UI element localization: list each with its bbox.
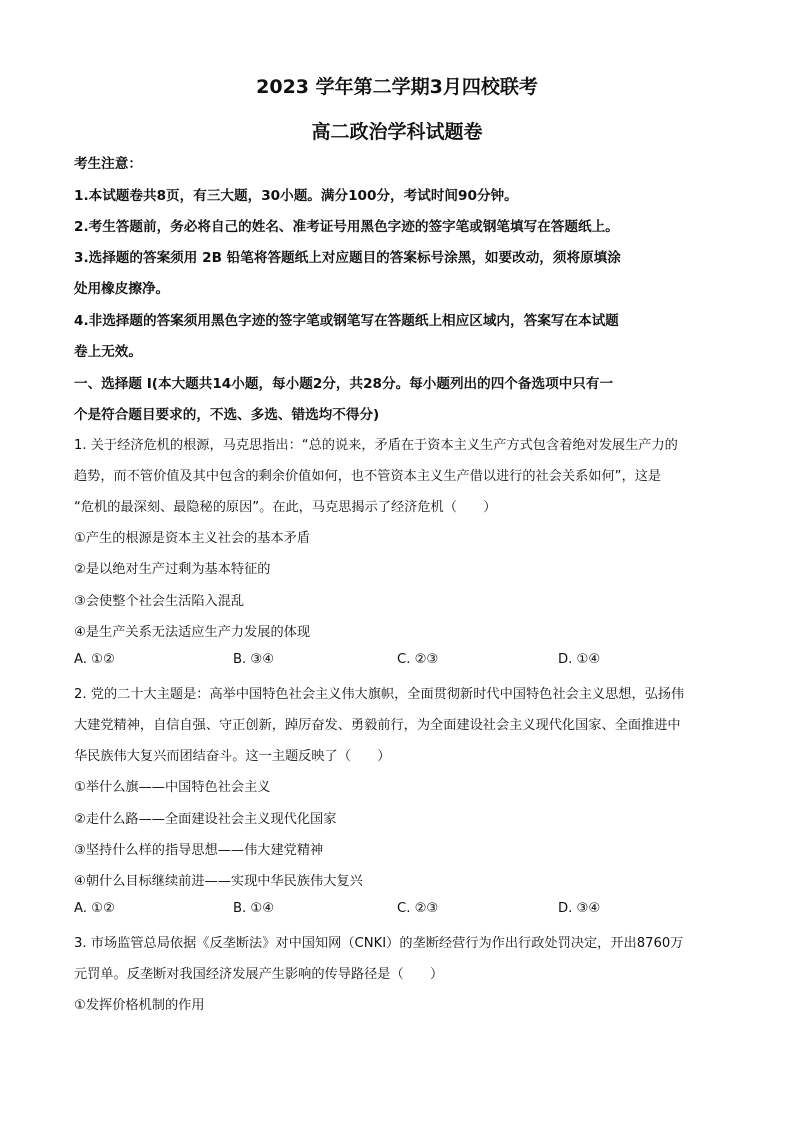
section-heading-line-1: 一、选择题 I(本大题共14小题，每小题2分，共28分。每小题列出的四个备选项中只有一 — [74, 376, 614, 392]
q2-stem-line-2: 大建党精神，自信自强、守正创新，踔厉奋发、勇毅前行，为全面建设社会主义现代化国家、全面推进中 — [74, 718, 681, 733]
notice-item-3-line-1: 3.选择题的答案须用 2B 铅笔将答题纸上对应题目的答案标号涂黑，如要改动，须将原填涂 — [74, 250, 621, 266]
q1-statement-4: ④是生产关系无法适应生产力发展的体现 — [74, 625, 311, 640]
q2-option-c: C. ②③ — [397, 901, 439, 916]
q2-statement-3: ③坚持什么样的指导思想——伟大建党精神 — [74, 843, 324, 858]
section-heading-line-2: 个是符合题目要求的，不选、多选、错选均不得分) — [74, 407, 380, 423]
q1-option-b: B. ③④ — [233, 652, 275, 667]
notice-heading: 考生注意： — [74, 156, 142, 172]
notice-item-4-line-2: 卷上无效。 — [74, 344, 142, 360]
q2-statement-1: ①举什么旗——中国特色社会主义 — [74, 780, 271, 795]
q3-statement-1: ①发挥价格机制的作用 — [74, 998, 205, 1013]
q2-option-b: B. ①④ — [233, 901, 275, 916]
q1-option-c: C. ②③ — [397, 652, 439, 667]
q2-option-d: D. ③④ — [558, 901, 601, 916]
q2-stem-line-3: 华民族伟大复兴而团结奋斗。这一主题反映了（ ） — [74, 749, 391, 764]
exam-subtitle: 高二政治学科试题卷 — [311, 121, 483, 143]
exam-title: 2023 学年第二学期3月四校联考 — [256, 76, 538, 98]
notice-item-1: 1.本试题卷共8页，有三大题，30小题。满分100分，考试时间90分钟。 — [74, 188, 518, 204]
q1-option-a: A. ①② — [74, 652, 115, 667]
notice-item-3-line-2: 处用橡皮擦净。 — [74, 281, 170, 297]
q1-option-d: D. ①④ — [558, 652, 601, 667]
q1-statement-1: ①产生的根源是资本主义社会的基本矛盾 — [74, 531, 311, 546]
notice-item-2: 2.考生答题前，务必将自己的姓名、准考证号用黑色字迹的签字笔或钢笔填写在答题纸上。 — [74, 219, 619, 235]
q1-stem-line-2: 趋势，而不管价值及其中包含的剩余价值如何，也不管资本主义生产借以进行的社会关系如何”，这是 — [74, 469, 662, 484]
q1-stem-line-1: 1. 关于经济危机的根源，马克思指出：“总的说来，矛盾在于资本主义生产方式包含着绝对发展生产力的 — [74, 438, 678, 453]
q1-statement-3: ③会使整个社会生活陷入混乱 — [74, 594, 245, 609]
notice-item-4-line-1: 4.非选择题的答案须用黑色字迹的签字笔或钢笔写在答题纸上相应区域内，答案写在本试题 — [74, 313, 619, 329]
q1-stem-line-3: “危机的最深刻、最隐秘的原因”。在此，马克思揭示了经济危机（ ） — [74, 500, 497, 515]
q2-statement-2: ②走什么路——全面建设社会主义现代化国家 — [74, 812, 337, 827]
q2-option-a: A. ①② — [74, 901, 115, 916]
q3-stem-line-2: 元罚单。反垄断对我国经济发展产生影响的传导路径是（ ） — [74, 967, 444, 982]
q3-stem-line-1: 3. 市场监管总局依据《反垄断法》对中国知网（CNKI）的垄断经营行为作出行政处罚决定，开出8760万 — [74, 936, 684, 951]
q2-stem-line-1: 2. 党的二十大主题是：高举中国特色社会主义伟大旗帜，全面贯彻新时代中国特色社会主义思想，弘扬伟 — [74, 687, 685, 702]
q2-statement-4: ④朝什么目标继续前进——实现中华民族伟大复兴 — [74, 874, 363, 889]
q1-statement-2: ②是以绝对生产过剩为基本特征的 — [74, 562, 271, 577]
